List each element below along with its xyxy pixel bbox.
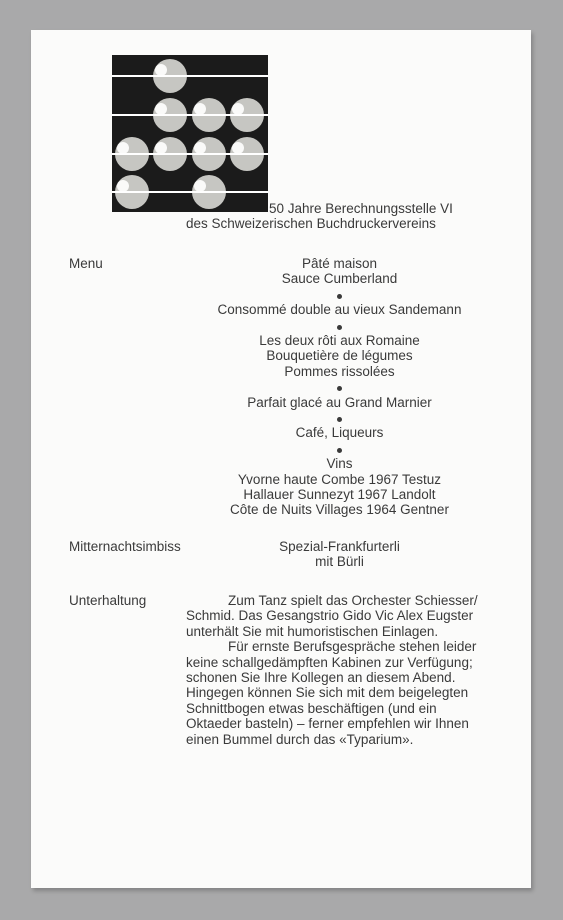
entertainment-line: einen Bummel durch das «Typarium». [186, 731, 414, 747]
menu-card [31, 30, 531, 888]
menu-item: Consommé double au vieux Sandemann [217, 302, 462, 318]
menu-item: Bouquetière de légumes [266, 348, 413, 364]
entertainment-label: Unterhaltung [69, 593, 147, 608]
entertainment-line: Schmid. Das Gesangstrio Gido Vic Alex Eugster [186, 608, 474, 624]
menu-item: Café, Liqueurs [295, 425, 384, 441]
separator-dot [186, 318, 493, 333]
separator-dot [186, 287, 493, 302]
menu-label: Menu [69, 256, 103, 271]
snack-item: Spezial-Frankfurterli [279, 539, 400, 554]
menu-item: Les deux rôti aux Romaine [259, 333, 420, 348]
header-title-line-1: 50 Jahre Berechnungsstelle VI [269, 201, 453, 216]
snack-list [186, 539, 493, 570]
header-title-line-2: des Schweizerischen Buchdruckervereins [186, 216, 436, 231]
menu-item: Hallauer Sunnezyt 1967 Landolt [243, 487, 436, 503]
entertainment-line: Für ernste Berufsgespräche stehen leider [228, 639, 477, 655]
entertainment-line: Schnittbogen etwas beschäftigen (und ein [186, 700, 437, 716]
separator-dot [186, 410, 493, 425]
menu-list [186, 256, 493, 518]
entertainment-line: Hingegen können Sie sich mit dem beigelegten [186, 685, 469, 701]
separator-dot [186, 441, 493, 456]
entertainment-line: Oktaeder basteln) – ferner empfehlen wir Ihnen [186, 716, 469, 732]
menu-item: Sauce Cumberland [281, 271, 398, 287]
separator-dot [186, 379, 493, 394]
entertainment-line: unterhält Sie mit humoristischen Einlagen. [186, 623, 439, 639]
menu-item: Vins [326, 456, 353, 472]
entertainment-text [186, 593, 504, 747]
snack-label: Mitternachtsimbiss [69, 539, 181, 554]
menu-item: Pommes rissolées [284, 363, 395, 379]
menu-item: Côte de Nuits Villages 1964 Gentner [230, 502, 449, 518]
entertainment-line: Zum Tanz spielt das Orchester Schiesser/ [228, 593, 478, 608]
entertainment-line: keine schallgedämpften Kabinen zur Verfügung; [186, 654, 473, 670]
snack-item: mit Bürli [315, 554, 364, 570]
entertainment-line: schonen Sie Ihre Kollegen an diesem Abend. [186, 670, 456, 686]
abacus-logo-icon [112, 55, 268, 212]
menu-item: Yvorne haute Combe 1967 Testuz [237, 471, 442, 487]
menu-item: Pâté maison [301, 256, 378, 271]
menu-item: Parfait glacé au Grand Marnier [247, 394, 432, 410]
